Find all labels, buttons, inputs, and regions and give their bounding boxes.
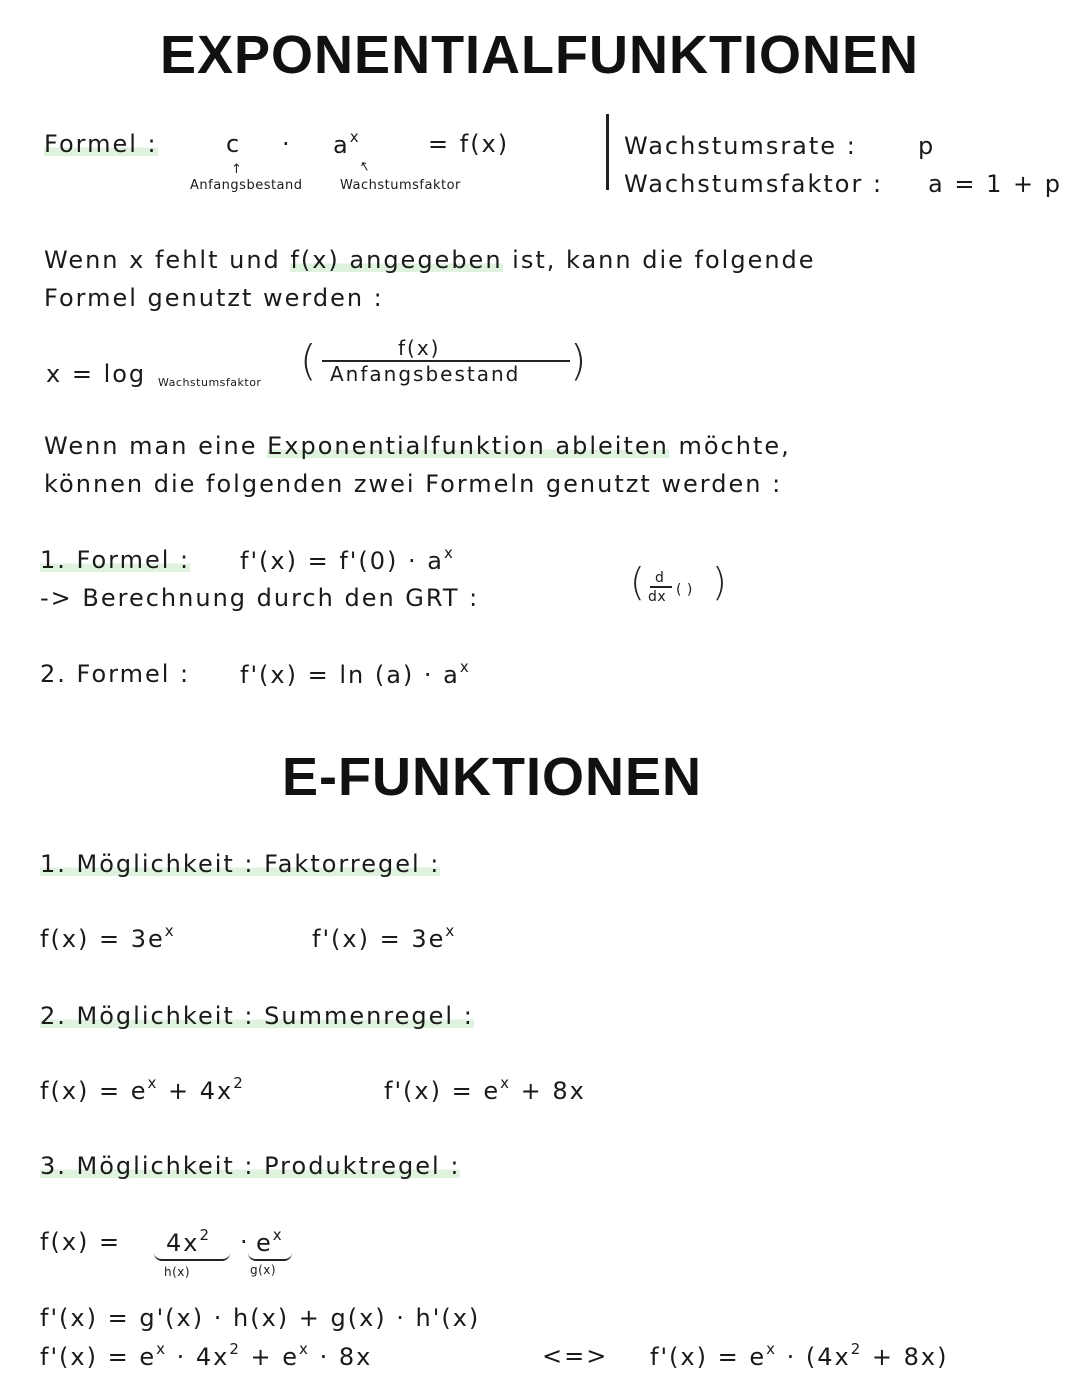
formula1-expression: $f'(x) = f'(0) \cdot a^x$	[240, 544, 455, 575]
formula-a: $a^x$	[333, 128, 361, 159]
grt-call: ( )	[676, 582, 693, 598]
log-lhs: x = log	[46, 360, 147, 388]
grt-dx: dx	[648, 589, 667, 605]
method3-g: $e^x$	[256, 1226, 284, 1257]
growth-factor-value: a = 1 + p	[928, 170, 1062, 198]
underbrace-g	[248, 1253, 292, 1261]
log-numerator: f(x)	[398, 336, 441, 360]
product-result: $f'(x) = e^x \cdot 4x^2 + e^x \cdot 8x$	[40, 1340, 373, 1371]
log-denominator: Anfangsbestand	[330, 362, 521, 386]
method3-label: 3. Möglichkeit : Produktregel :	[40, 1152, 461, 1180]
arrow-up-icon: ↑	[231, 162, 242, 177]
method2-derivative: $f'(x) = e^x + 8x$	[384, 1074, 586, 1105]
section-title: E-FUNKTIONEN	[282, 747, 702, 807]
product-result-factored: $f'(x) = e^x \cdot (4x^2 + 8x)$	[650, 1340, 949, 1371]
method3-dot: ·	[240, 1228, 250, 1256]
underbrace-h	[154, 1253, 230, 1261]
log-right-paren: )	[570, 336, 587, 385]
label-g: g(x)	[250, 1263, 277, 1277]
grt-calculation: -> Berechnung durch den GRT :	[40, 584, 480, 612]
method3-h: $4x^2$	[166, 1226, 212, 1257]
label-anfangsbestand: Anfangsbestand	[190, 178, 303, 193]
paragraph-line: Wenn man eine Exponentialfunktion ableiten möchte,	[44, 432, 791, 460]
formula-dot: ·	[282, 130, 292, 158]
growth-rate-label: Wachstumsrate :	[624, 132, 857, 160]
method1-derivative: $f'(x) = 3e^x$	[312, 922, 457, 953]
method2-function: $f(x) = e^x + 4x^2$	[40, 1074, 245, 1105]
equivalence-arrow: <=>	[542, 1342, 609, 1370]
method3-function-lhs: f(x) =	[40, 1228, 122, 1256]
page-title: EXPONENTIALFUNKTIONEN	[160, 25, 920, 85]
growth-factor-label: Wachstumsfaktor :	[624, 170, 884, 198]
method1-function: $f(x) = 3e^x$	[40, 922, 176, 953]
label-wachstumsfaktor: Wachstumsfaktor	[340, 178, 461, 193]
log-left-paren: (	[300, 336, 317, 385]
label-h: h(x)	[164, 1265, 191, 1279]
formula2-expression: $f'(x) = \ln (a) \cdot a^x$	[240, 658, 471, 689]
paragraph-line: Formel genutzt werden :	[44, 284, 384, 312]
grt-d: d	[655, 570, 665, 586]
formula-c: c	[226, 130, 242, 158]
paragraph-line: können die folgenden zwei Formeln genutzt werden :	[44, 470, 783, 498]
arrow-up-icon: ↑	[356, 158, 374, 177]
growth-rate-value: p	[918, 132, 936, 160]
divider	[606, 114, 609, 190]
log-base: Wachstumsfaktor	[158, 376, 262, 389]
paragraph-line: Wenn x fehlt und f(x) angegeben ist, kann die folgende	[44, 246, 816, 274]
formula-label: Formel :	[44, 130, 158, 158]
grt-fraction-bar	[650, 586, 672, 588]
formula-rhs: = f(x)	[428, 130, 510, 158]
grt-left-paren: (	[630, 560, 645, 604]
method1-label: 1. Möglichkeit : Faktorregel :	[40, 850, 441, 878]
formula2-label: 2. Formel :	[40, 660, 191, 688]
product-rule: f'(x) = g'(x) · h(x) + g(x) · h'(x)	[40, 1304, 481, 1332]
grt-right-paren: )	[712, 560, 727, 604]
method2-label: 2. Möglichkeit : Summenregel :	[40, 1002, 474, 1030]
formula1-label: 1. Formel :	[40, 546, 191, 574]
